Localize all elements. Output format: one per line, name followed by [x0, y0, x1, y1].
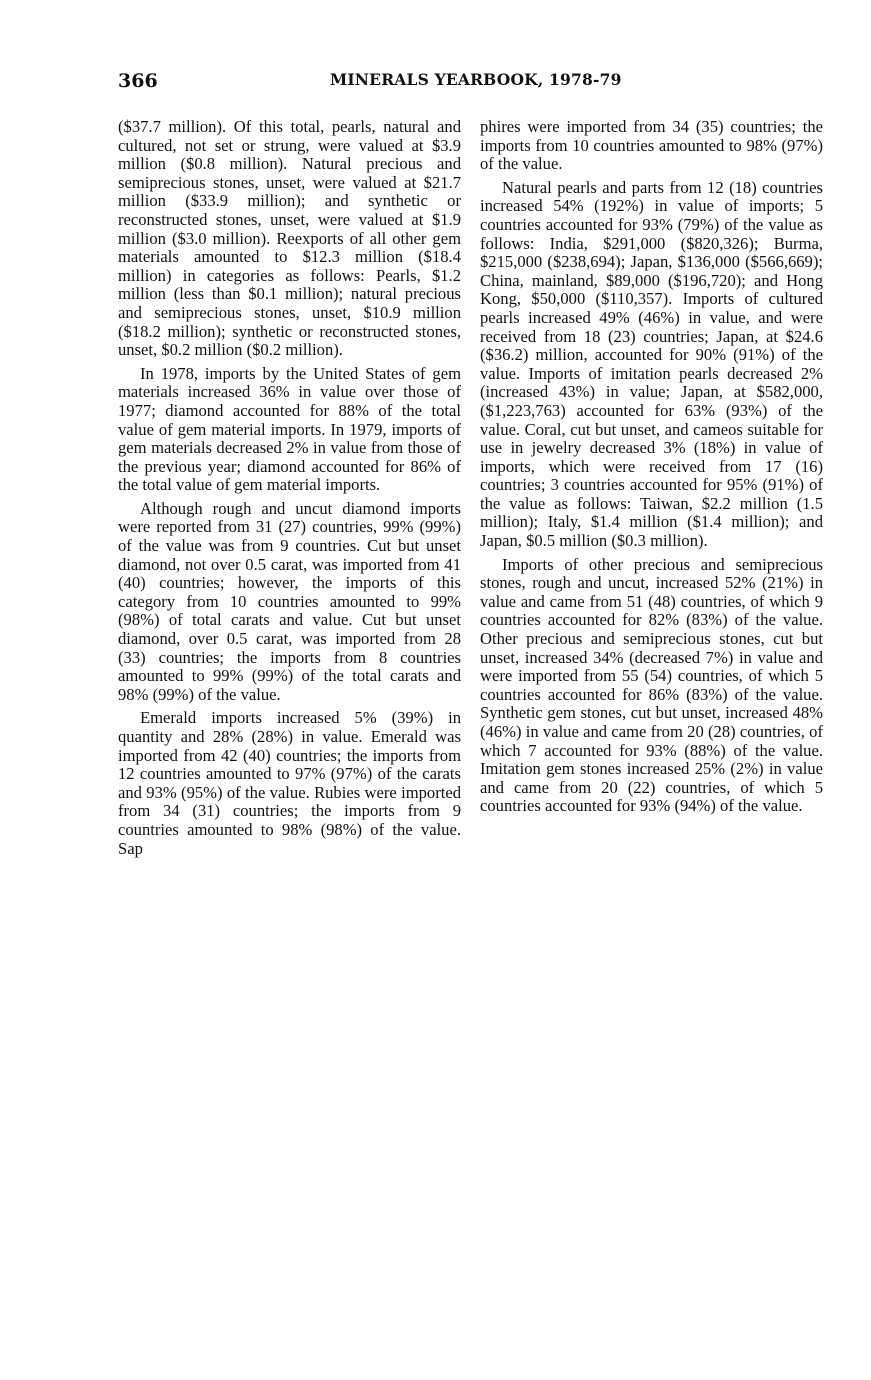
left-column [118, 118, 461, 858]
paragraph: ($37.7 million). Of this total, pearls, natural and cultured, not set or strung, were valued at $3.9 million ($0.8 million). Natural precious and semiprecious stones, unset, were valued at $21.7 million ($33.9 million); and synthetic or reconstructed stones, unset, were valued at $1.9 million ($3.0 million). Reexports of all other gem materials amounted to $12.3 million ($18.4 million) in categories as follows: Pearls, $1.2 million (less than $0.1 million); natural precious and semiprecious stones, unset, $10.9 million ($18.2 million); synthetic or reconstructed stones, unset, $0.2 million ($0.2 million). [118, 117, 461, 360]
right-column [480, 118, 823, 816]
paragraph: In 1978, imports by the United States of gem materials increased 36% in value over those of 1977; diamond accounted for 88% of the total value of gem material imports. In 1979, imports of gem materials decreased 2% in value from those of the previous year; diamond accounted for 86% of the total value of gem material imports. [118, 363, 461, 495]
page-number: 366 [118, 70, 158, 92]
paragraph: phires were imported from 34 (35) countries; the imports from 10 countries amounted to 98% (97%) of the value. [480, 117, 823, 174]
paragraph: Natural pearls and parts from 12 (18) countries increased 54% (192%) in value of imports; 5 countries accounted for 93% (79%) of the value as follows: India, $291,000 ($820,326); Burma, $215,000 ($238,694); Japan, $136,000 ($566,669); China, mainland, $89,000 ($196,720); and Hong Kong, $50,000 ($110,357). Imports of cultured pearls increased 49% (46%) in value, and were received from 18 (23) countries; Japan, at $24.6 ($36.2) million, accounted for 90% (91%) of the value. Imports of imitation pearls decreased 2% (increased 43%) in value; Japan, at $582,000, ($1,223,763) accounted for 63% (93%) of the value. Coral, cut but unset, and cameos suitable for use in jewelry decreased 3% (18%) in value of imports, which were received from 17 (16) countries; 3 countries accounted for 95% (91%) of the value as follows: Taiwan, $2.2 million (1.5 million); Italy, $1.4 million ($1.4 million); and Japan, $0.5 million ($0.3 million). [480, 177, 823, 551]
paragraph: Imports of other precious and semiprecious stones, rough and uncut, increased 52% (21%) in value and came from 51 (48) countries, of which 9 countries accounted for 82% (83%) of the value. Other precious and semiprecious stones, cut but unset, increased 34% (decreased 7%) in value and were imported from 55 (54) countries, of which 5 countries accounted for 86% (83%) of the value. Synthetic gem stones, cut but unset, increased 48% (46%) in value and came from 20 (28) countries, of which 7 accounted for 93% (88%) of the value. Imitation gem stones increased 25% (2%) in value and came from 20 (22) countries, of which 5 countries accounted for 93% (94%) of the value. [480, 554, 823, 816]
paragraph: Emerald imports increased 5% (39%) in quantity and 28% (28%) in value. Emerald was imported from 42 (40) countries; the imports from 12 countries amounted to 97% (97%) of the carats and 93% (95%) of the value. Rubies were imported from 34 (31) countries; the imports from 9 countries amounted to 98% (98%) of the value. Sap [118, 708, 461, 858]
running-head: MINERALS YEARBOOK, 1978-79 [330, 70, 622, 89]
paragraph: Although rough and uncut diamond imports were reported from 31 (27) countries, 99% (99%) of the value was from 9 countries. Cut but unset diamond, not over 0.5 carat, was imported from 41 (40) countries; however, the imports of this category from 10 countries amounted to 99% (98%) of total carats and value. Cut but unset diamond, over 0.5 carat, was imported from 28 (33) countries; the imports from 8 countries amounted to 99% (99%) of the total carats and 98% (99%) of the value. [118, 498, 461, 704]
